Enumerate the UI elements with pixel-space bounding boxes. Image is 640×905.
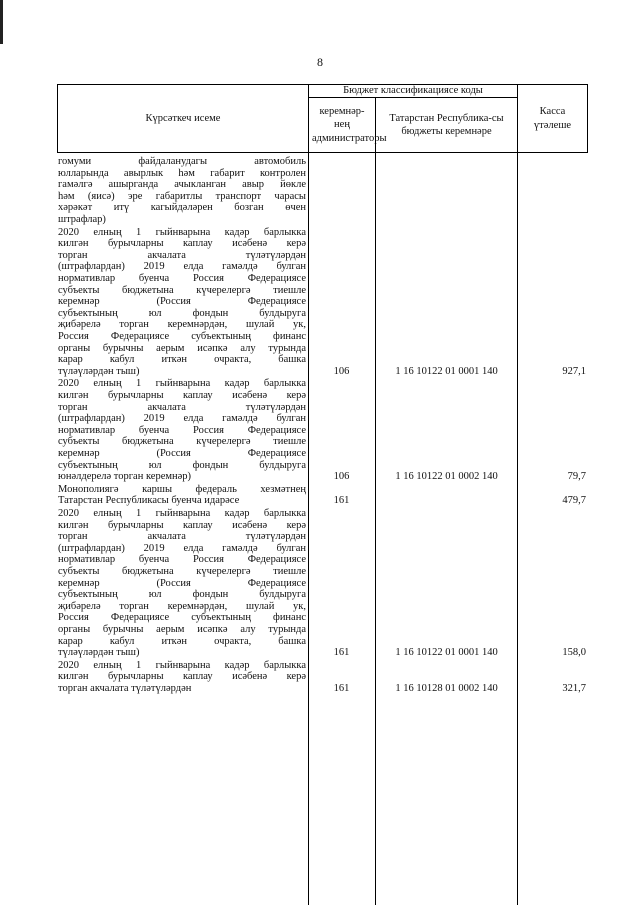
indicator-name-cell bbox=[58, 660, 306, 695]
indicator-name-line: һәм (яисә) эре габаритлы транспорт чарасы bbox=[58, 190, 306, 202]
indicator-name-line: хәрәкәт итү кагыйдәләрен бозган өчен bbox=[58, 202, 306, 214]
indicator-name-line: торган акчалата түләтүләрдән bbox=[58, 682, 192, 694]
indicator-name-cell bbox=[58, 156, 306, 226]
indicator-name-line: килгән бурычларны каплау исәбенә керә bbox=[58, 671, 306, 683]
indicator-name-line: гомуми файдаланудагы автомобиль bbox=[58, 156, 306, 167]
indicator-name-line: юнәлдерелә торган керемнәр) bbox=[58, 471, 192, 483]
budget-code-cell: 1 16 10128 01 0002 140 bbox=[395, 682, 498, 694]
indicator-name-line: карар кабул иткән очракта, башка bbox=[58, 635, 306, 647]
header-indicator-name-text: Күрсәткеч исеме bbox=[145, 112, 221, 124]
indicator-name-line: керемнәр (Россия Федерациясе bbox=[58, 296, 306, 308]
indicator-name-cell bbox=[58, 378, 306, 482]
indicator-name-line: гамәлгә ашырганда ачыкланган авыр йөкле bbox=[58, 179, 306, 191]
indicator-name-cell bbox=[58, 484, 306, 507]
indicator-name-line: 2020 елның 1 гыйнварына кадәр барлыкка bbox=[58, 508, 306, 519]
indicator-name-line: 2020 елның 1 гыйнварына кадәр барлыкка bbox=[58, 226, 306, 238]
header-cash-execution-text: Касса үтәлеше bbox=[533, 106, 572, 131]
budget-code-cell: 1 16 10122 01 0001 140 bbox=[395, 647, 498, 659]
indicator-name-line: килгән бурычларны каплау исәбенә керә bbox=[58, 519, 306, 531]
header-cash-execution bbox=[517, 84, 588, 153]
table-row bbox=[0, 508, 640, 659]
admin-code-cell: 161 bbox=[333, 647, 350, 659]
indicator-name-line: (штрафлардан) 2019 елда гамәлдә булган bbox=[58, 542, 306, 554]
indicator-name-line: Татарстан Республикасы буенча идарәсе bbox=[58, 495, 240, 507]
indicator-name-line: (штрафлардан) 2019 елда гамәлдә булган bbox=[58, 413, 306, 425]
table-row bbox=[0, 378, 640, 482]
indicator-name-line: Монополиягә каршы федераль хезмәтнең bbox=[58, 483, 306, 495]
indicator-name-line: карар кабул иткән очракта, башка bbox=[58, 354, 306, 366]
table-row bbox=[0, 227, 640, 378]
header-budget-classification-text: Бюджет классификациясе коды bbox=[343, 85, 483, 97]
indicator-name-line: җибәрелә торган керемнәрдән, шулай ук, bbox=[58, 319, 306, 331]
indicator-name-line: түләүләрдән тыш) bbox=[58, 647, 140, 659]
header-admin-revenue bbox=[308, 97, 387, 153]
indicator-name-line: торган акчалата түләтүләрдән bbox=[58, 249, 306, 261]
indicator-name-line: Россия Федерациясе субъектының финанс bbox=[58, 330, 306, 342]
cash-execution-cell: 927,1 bbox=[562, 365, 586, 377]
indicator-name-line: җибәрелә торган керемнәрдән, шулай ук, bbox=[58, 600, 306, 612]
indicator-name-line: торган акчалата түләтүләрдән bbox=[58, 531, 306, 543]
indicator-name-line: субъекты бюджетына күчерелергә тиешле bbox=[58, 436, 306, 448]
indicator-name-line: нормативлар буенча Россия Федерациясе bbox=[58, 554, 306, 566]
scan-edge-mark bbox=[0, 0, 3, 44]
cash-execution-cell: 479,7 bbox=[562, 495, 586, 507]
indicator-name-line: субъектының юл фондын булдыруга bbox=[58, 459, 306, 471]
header-tatarstan-budget-text: Татарстан Республика-сы бюджеты керемнәре bbox=[389, 112, 504, 137]
indicator-name-line: штрафлар) bbox=[58, 213, 106, 225]
indicator-name-line: Россия Федерациясе субъектының финанс bbox=[58, 612, 306, 624]
indicator-name-line: керемнәр (Россия Федерациясе bbox=[58, 577, 306, 589]
budget-code-cell: 1 16 10122 01 0002 140 bbox=[395, 471, 498, 483]
admin-code-cell: 106 bbox=[333, 471, 350, 483]
indicator-name-line: юлларында авырлык һәм габарит контролен bbox=[58, 167, 306, 179]
page-number: 8 bbox=[317, 55, 323, 69]
cash-execution-cell: 79,7 bbox=[567, 471, 586, 483]
indicator-name-line: (штрафлардан) 2019 елда гамәлдә булган bbox=[58, 261, 306, 273]
indicator-name-line: түләүләрдән тыш) bbox=[58, 365, 140, 377]
header-budget-classification bbox=[308, 84, 518, 98]
table-row bbox=[0, 660, 640, 695]
indicator-name-line: нормативлар буенча Россия Федерациясе bbox=[58, 272, 306, 284]
indicator-name-line: 2020 елның 1 гыйнварына кадәр барлыкка bbox=[58, 378, 306, 390]
cash-execution-cell: 158,0 bbox=[562, 647, 586, 659]
header-indicator-name bbox=[57, 84, 309, 153]
indicator-name-line: субъекты бюджетына күчерелергә тиешле bbox=[58, 565, 306, 577]
table-row bbox=[0, 484, 640, 507]
indicator-name-line: килгән бурычларны каплау исәбенә керә bbox=[58, 238, 306, 250]
admin-code-cell: 161 bbox=[333, 682, 350, 694]
indicator-name-line: субъектының юл фондын булдыруга bbox=[58, 307, 306, 319]
indicator-name-line: органы бурычны аерым исәпкә алу турында bbox=[58, 623, 306, 635]
admin-code-cell: 161 bbox=[333, 495, 350, 507]
table-row bbox=[0, 156, 640, 226]
indicator-name-line: органы бурычны аерым исәпкә алу турында bbox=[58, 342, 306, 354]
cash-execution-cell: 321,7 bbox=[562, 682, 586, 694]
indicator-name-line: килгән бурычларны каплау исәбенә керә bbox=[58, 389, 306, 401]
indicator-name-line: субъекты бюджетына күчерелергә тиешле bbox=[58, 284, 306, 296]
header-admin-revenue-text: керемнәр-нең администраторы bbox=[312, 106, 387, 144]
admin-code-cell: 106 bbox=[333, 365, 350, 377]
indicator-name-line: 2020 елның 1 гыйнварына кадәр барлыкка bbox=[58, 659, 306, 671]
indicator-name-line: торган акчалата түләтүләрдән bbox=[58, 401, 306, 413]
indicator-name-cell bbox=[58, 227, 306, 378]
indicator-name-line: субъектының юл фондын булдыруга bbox=[58, 589, 306, 601]
indicator-name-line: нормативлар буенча Россия Федерациясе bbox=[58, 424, 306, 436]
indicator-name-cell bbox=[58, 508, 306, 659]
indicator-name-line: керемнәр (Россия Федерациясе bbox=[58, 447, 306, 459]
budget-code-cell: 1 16 10122 01 0001 140 bbox=[395, 365, 498, 377]
header-tatarstan-budget bbox=[375, 97, 518, 153]
